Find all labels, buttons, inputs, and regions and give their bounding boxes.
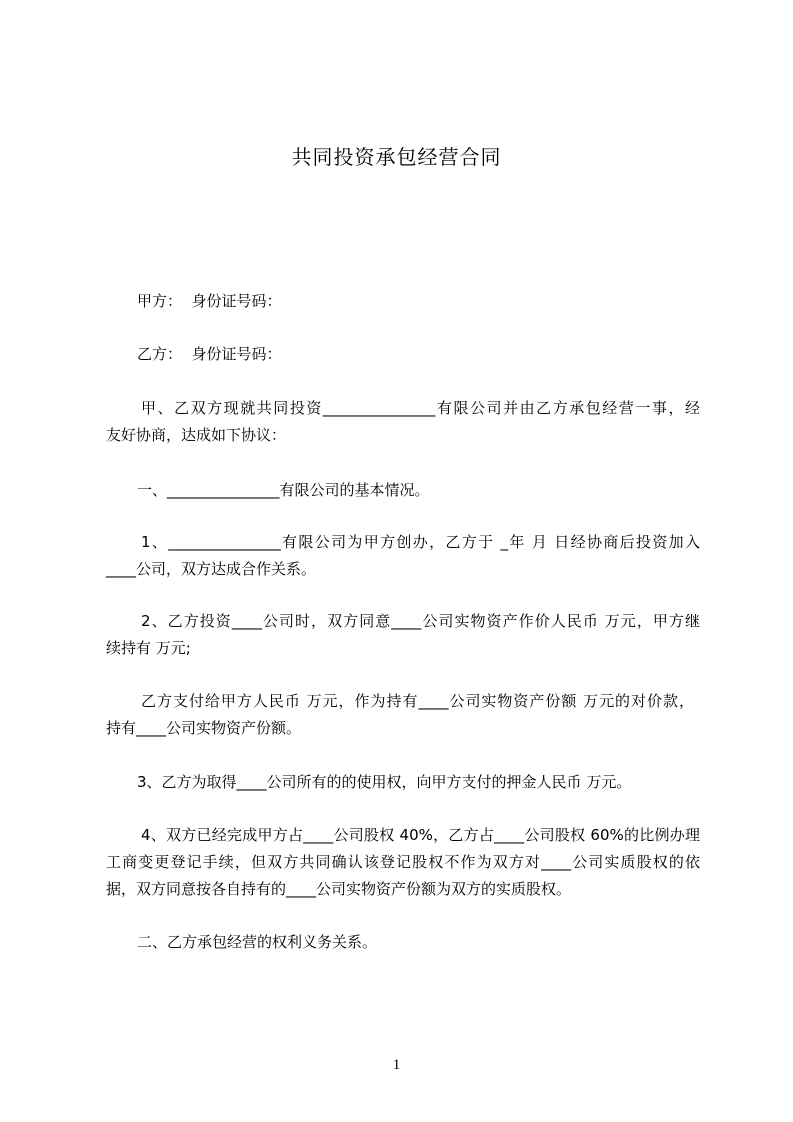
- section-2-heading: 二、乙方承包经营的权利义务关系。: [137, 933, 378, 951]
- item-3-line: 3、乙方为取得____公司所有的的使用权，向甲方支付的押金人民币 万元。: [137, 773, 632, 791]
- item-2-line-2: 续持有 万元;: [106, 639, 191, 657]
- item-4-line-1: 4、双方已经完成甲方占____公司股权 40%，乙方占____公司股权 60%的比例办理: [141, 826, 700, 844]
- party-b-line: 乙方： 身份证号码：: [137, 345, 282, 363]
- intro-line-1: 甲、乙双方现就共同投资_______________有限公司并由乙方承包经营一事，经: [141, 399, 700, 417]
- item-4-line-3: 据，双方同意按各自持有的____公司实物资产份额为双方的实质股权。: [106, 880, 572, 898]
- page-number: 1: [392, 1057, 401, 1073]
- item-2-cont-line-2: 持有____公司实物资产份额。: [106, 719, 302, 737]
- item-2-cont-line-1: 乙方支付给甲方人民币 万元，作为持有____公司实物资产份额 万元的对价款，: [141, 692, 694, 710]
- item-1-line-1: 1、_______________有限公司为甲方创办，乙方于 _年 月 日经协商后投资加入: [141, 533, 700, 551]
- item-1-line-2: ____公司，双方达成合作关系。: [106, 560, 317, 578]
- document-title: 共同投资承包经营合同: [291, 145, 502, 169]
- item-4-line-2: 工商变更登记手续，但双方共同确认该登记股权不作为双方对____公司实质股权的依: [106, 853, 700, 871]
- intro-line-2: 友好协商，达成如下协议：: [106, 426, 287, 444]
- item-2-line-1: 2、乙方投资____公司时，双方同意____公司实物资产作价人民币 万元，甲方继: [141, 612, 700, 630]
- section-1-heading: 一、_______________有限公司的基本情况。: [137, 481, 430, 499]
- party-a-line: 甲方： 身份证号码：: [137, 292, 282, 310]
